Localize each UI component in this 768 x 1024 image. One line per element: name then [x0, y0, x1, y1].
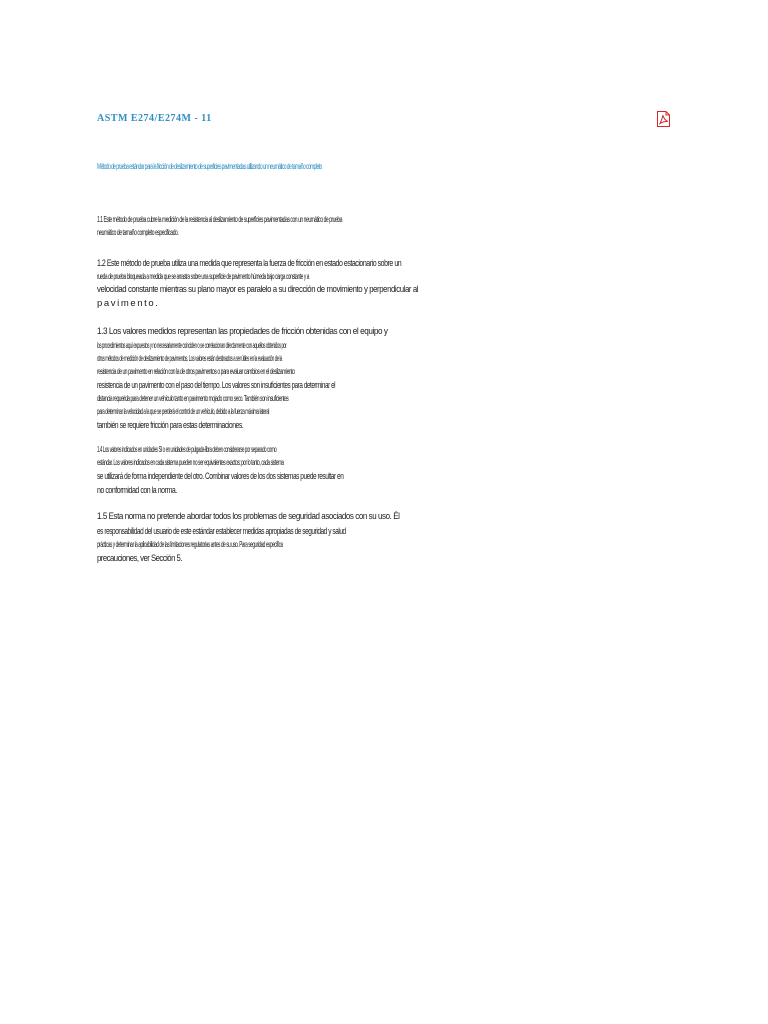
- paragraph-line: resistencia de un pavimento en relación con la de otros pavimentos o para evaluar cambios en el deslizamiento: [97, 367, 295, 376]
- paragraph-line: resistencia de un pavimento con el paso del tiempo. Los valores son insuficientes para determinar el: [97, 380, 336, 390]
- paragraph-line: también se requiere fricción para estas determinaciones.: [97, 420, 244, 430]
- pdf-file-icon[interactable]: [656, 111, 671, 127]
- paragraph-line: distancia requerida para detener un vehículo tanto en pavimento mojado como seco. También son insuficientes: [97, 394, 289, 403]
- paragraph-line: no conformidad con la norma.: [97, 485, 177, 495]
- section-1-5: [97, 510, 427, 565]
- paragraph-line: estándar. Los valores indicados en cada sistema pueden no ser equivalentes exactos; por lo tanto, cada sistema: [97, 458, 284, 467]
- paragraph-line: 1.1 Este método de prueba cubre la medición de la resistencia al deslizamiento de superficies pavimentadas con un neumático de prueba: [97, 215, 343, 224]
- paragraph-line: 1.4 Los valores indicados en unidades SI o en unidades de pulgada-libra deben considerarse por separado como: [97, 445, 277, 454]
- paragraph-line: velocidad constante mientras su plano mayor es paralelo a su dirección de movimiento y perpendicular al: [97, 284, 419, 295]
- paragraph-line: otros métodos de medición de deslizamiento de pavimentos. Los valores están destinados a ser útiles en la evaluación de la: [97, 354, 282, 363]
- document-title: ASTM E274/E274M - 11: [97, 113, 212, 124]
- paragraph-line: se utilizará de forma independiente del otro. Combinar valores de los dos sistemas puede resultar en: [97, 471, 344, 481]
- paragraph-line: 1.5 Esta norma no pretende abordar todos los problemas de seguridad asociados con su uso. Él: [97, 511, 400, 522]
- paragraph-line: es responsabilidad del usuario de este estándar establecer medidas apropiadas de seguridad y salud: [97, 526, 346, 536]
- document-subtitle: Método de prueba estándar para la fricción de deslizamiento de superficies pavimentadas utilizando un neumático de tamaño completo: [97, 162, 322, 171]
- section-1-4: [97, 443, 427, 497]
- paragraph-line: 1.3 Los valores medidos representan las propiedades de fricción obtenidas con el equipo y: [97, 326, 388, 337]
- paragraph-line: precauciones, ver Sección 5.: [97, 553, 182, 563]
- section-1-3: [97, 325, 427, 432]
- paragraph-line: neumático de tamaño completo especificado.: [97, 228, 179, 237]
- paragraph-line: para determinar la velocidad a la que se perderá el control de un vehículo, debido a la fuerza máxima lateral: [97, 407, 269, 416]
- section-1-2: [97, 256, 427, 311]
- paragraph-line: los procedimientos aquí expuestos y no necesariamente coinciden o se correlacionan directamente con aquellos obtenidos por: [97, 341, 287, 350]
- section-1-1: [97, 213, 427, 239]
- paragraph-line: 1.2 Este método de prueba utiliza una medida que representa la fuerza de fricción en estado estacionario sobre un: [97, 258, 402, 268]
- paragraph-line: pavimento.: [97, 298, 160, 309]
- paragraph-line: prácticas y determinar la aplicabilidad de las limitaciones regulatorias antes de su uso. Para seguridad específica: [97, 540, 283, 549]
- paragraph-line: rueda de prueba bloqueada a medida que se arrastra sobre una superficie de pavimento húmeda bajo carga constante y a: [97, 272, 309, 281]
